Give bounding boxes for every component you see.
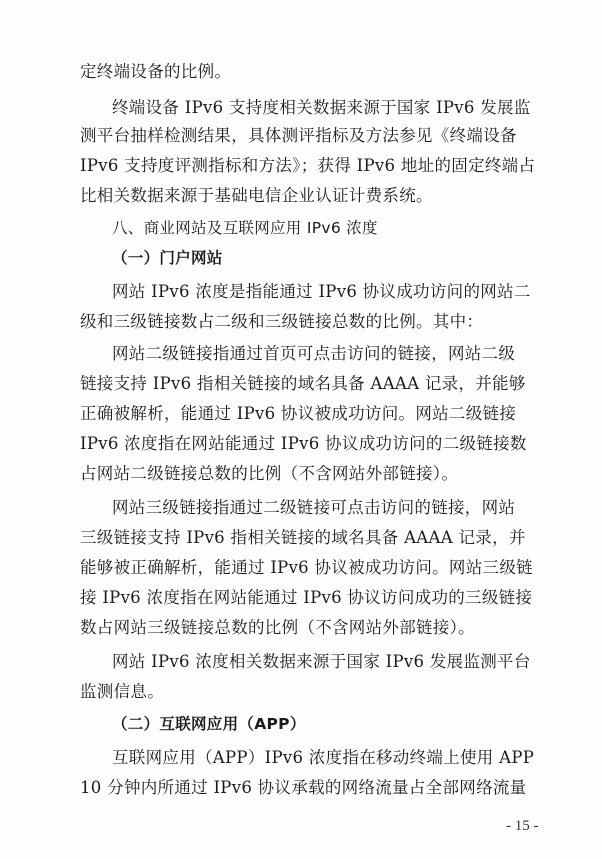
text-line-5: 比相关数据来源于基础电信企业认证计费系统。 xyxy=(80,186,433,205)
text-line-16: 三级链接支持 IPv6 指相关链接的域名具备 AAAA 记录，并 xyxy=(80,528,526,547)
subsection-heading-portal: （一）门户网站 xyxy=(112,249,223,267)
text-line-15: 网站三级链接指通过二级链接可点击访问的链接，网站 xyxy=(112,498,516,517)
text-line-19: 数占网站三级链接总数的比例（不含网站外部链接）。 xyxy=(80,618,475,637)
text-line-11: 链接支持 IPv6 指相关链接的域名具备 AAAA 记录，并能够 xyxy=(80,374,526,393)
text-line-13: IPv6 浓度指在网站能通过 IPv6 协议成功访问的二级链接数 xyxy=(80,434,527,453)
text-line-3: 测平台抽样检测结果，具体测评指标及方法参见《终端设备 xyxy=(80,126,517,145)
text-line-9: 级和三级链接数占二级和三级链接总数的比例。其中： xyxy=(80,312,484,331)
text-line-20: 网站 IPv6 浓度相关数据来源于国家 IPv6 发展监测平台 xyxy=(112,652,531,671)
text-line-17: 能够被正确解析，能通过 IPv6 协议被成功访问。网站三级链 xyxy=(80,558,533,577)
text-line-23: 互联网应用（APP）IPv6 浓度指在移动终端上使用 APP xyxy=(112,748,535,767)
text-line-18: 接 IPv6 浓度指在网站能通过 IPv6 协议访问成功的三级链接 xyxy=(80,588,533,607)
subsection-heading-app: （二）互联网应用（APP） xyxy=(112,715,306,733)
text-line-12: 正确被解析，能通过 IPv6 协议被成功访问。网站二级链接 xyxy=(80,404,517,423)
page-number: - 15 - xyxy=(506,818,539,834)
text-line-21: 监测信息。 xyxy=(80,682,164,701)
text-line-4: IPv6 支持度评测指标和方法》；获得 IPv6 地址的固定终端占 xyxy=(80,156,536,175)
text-line-2: 终端设备 IPv6 支持度相关数据来源于国家 IPv6 发展监 xyxy=(112,98,531,117)
text-line-14: 占网站二级链接总数的比例（不含网站外部链接）。 xyxy=(80,464,459,483)
text-line-1: 定终端设备的比例。 xyxy=(80,62,232,81)
text-line-10: 网站二级链接指通过首页可点击访问的链接，网站二级 xyxy=(112,344,516,363)
text-line-24: 10 分钟内所通过 IPv6 协议承载的网络流量占全部网络流量 xyxy=(80,778,527,797)
section-heading-8: 八、商业网站及互联网应用 IPv6 浓度 xyxy=(112,219,378,237)
text-line-8: 网站 IPv6 浓度是指能通过 IPv6 协议成功访问的网站二 xyxy=(112,282,531,301)
